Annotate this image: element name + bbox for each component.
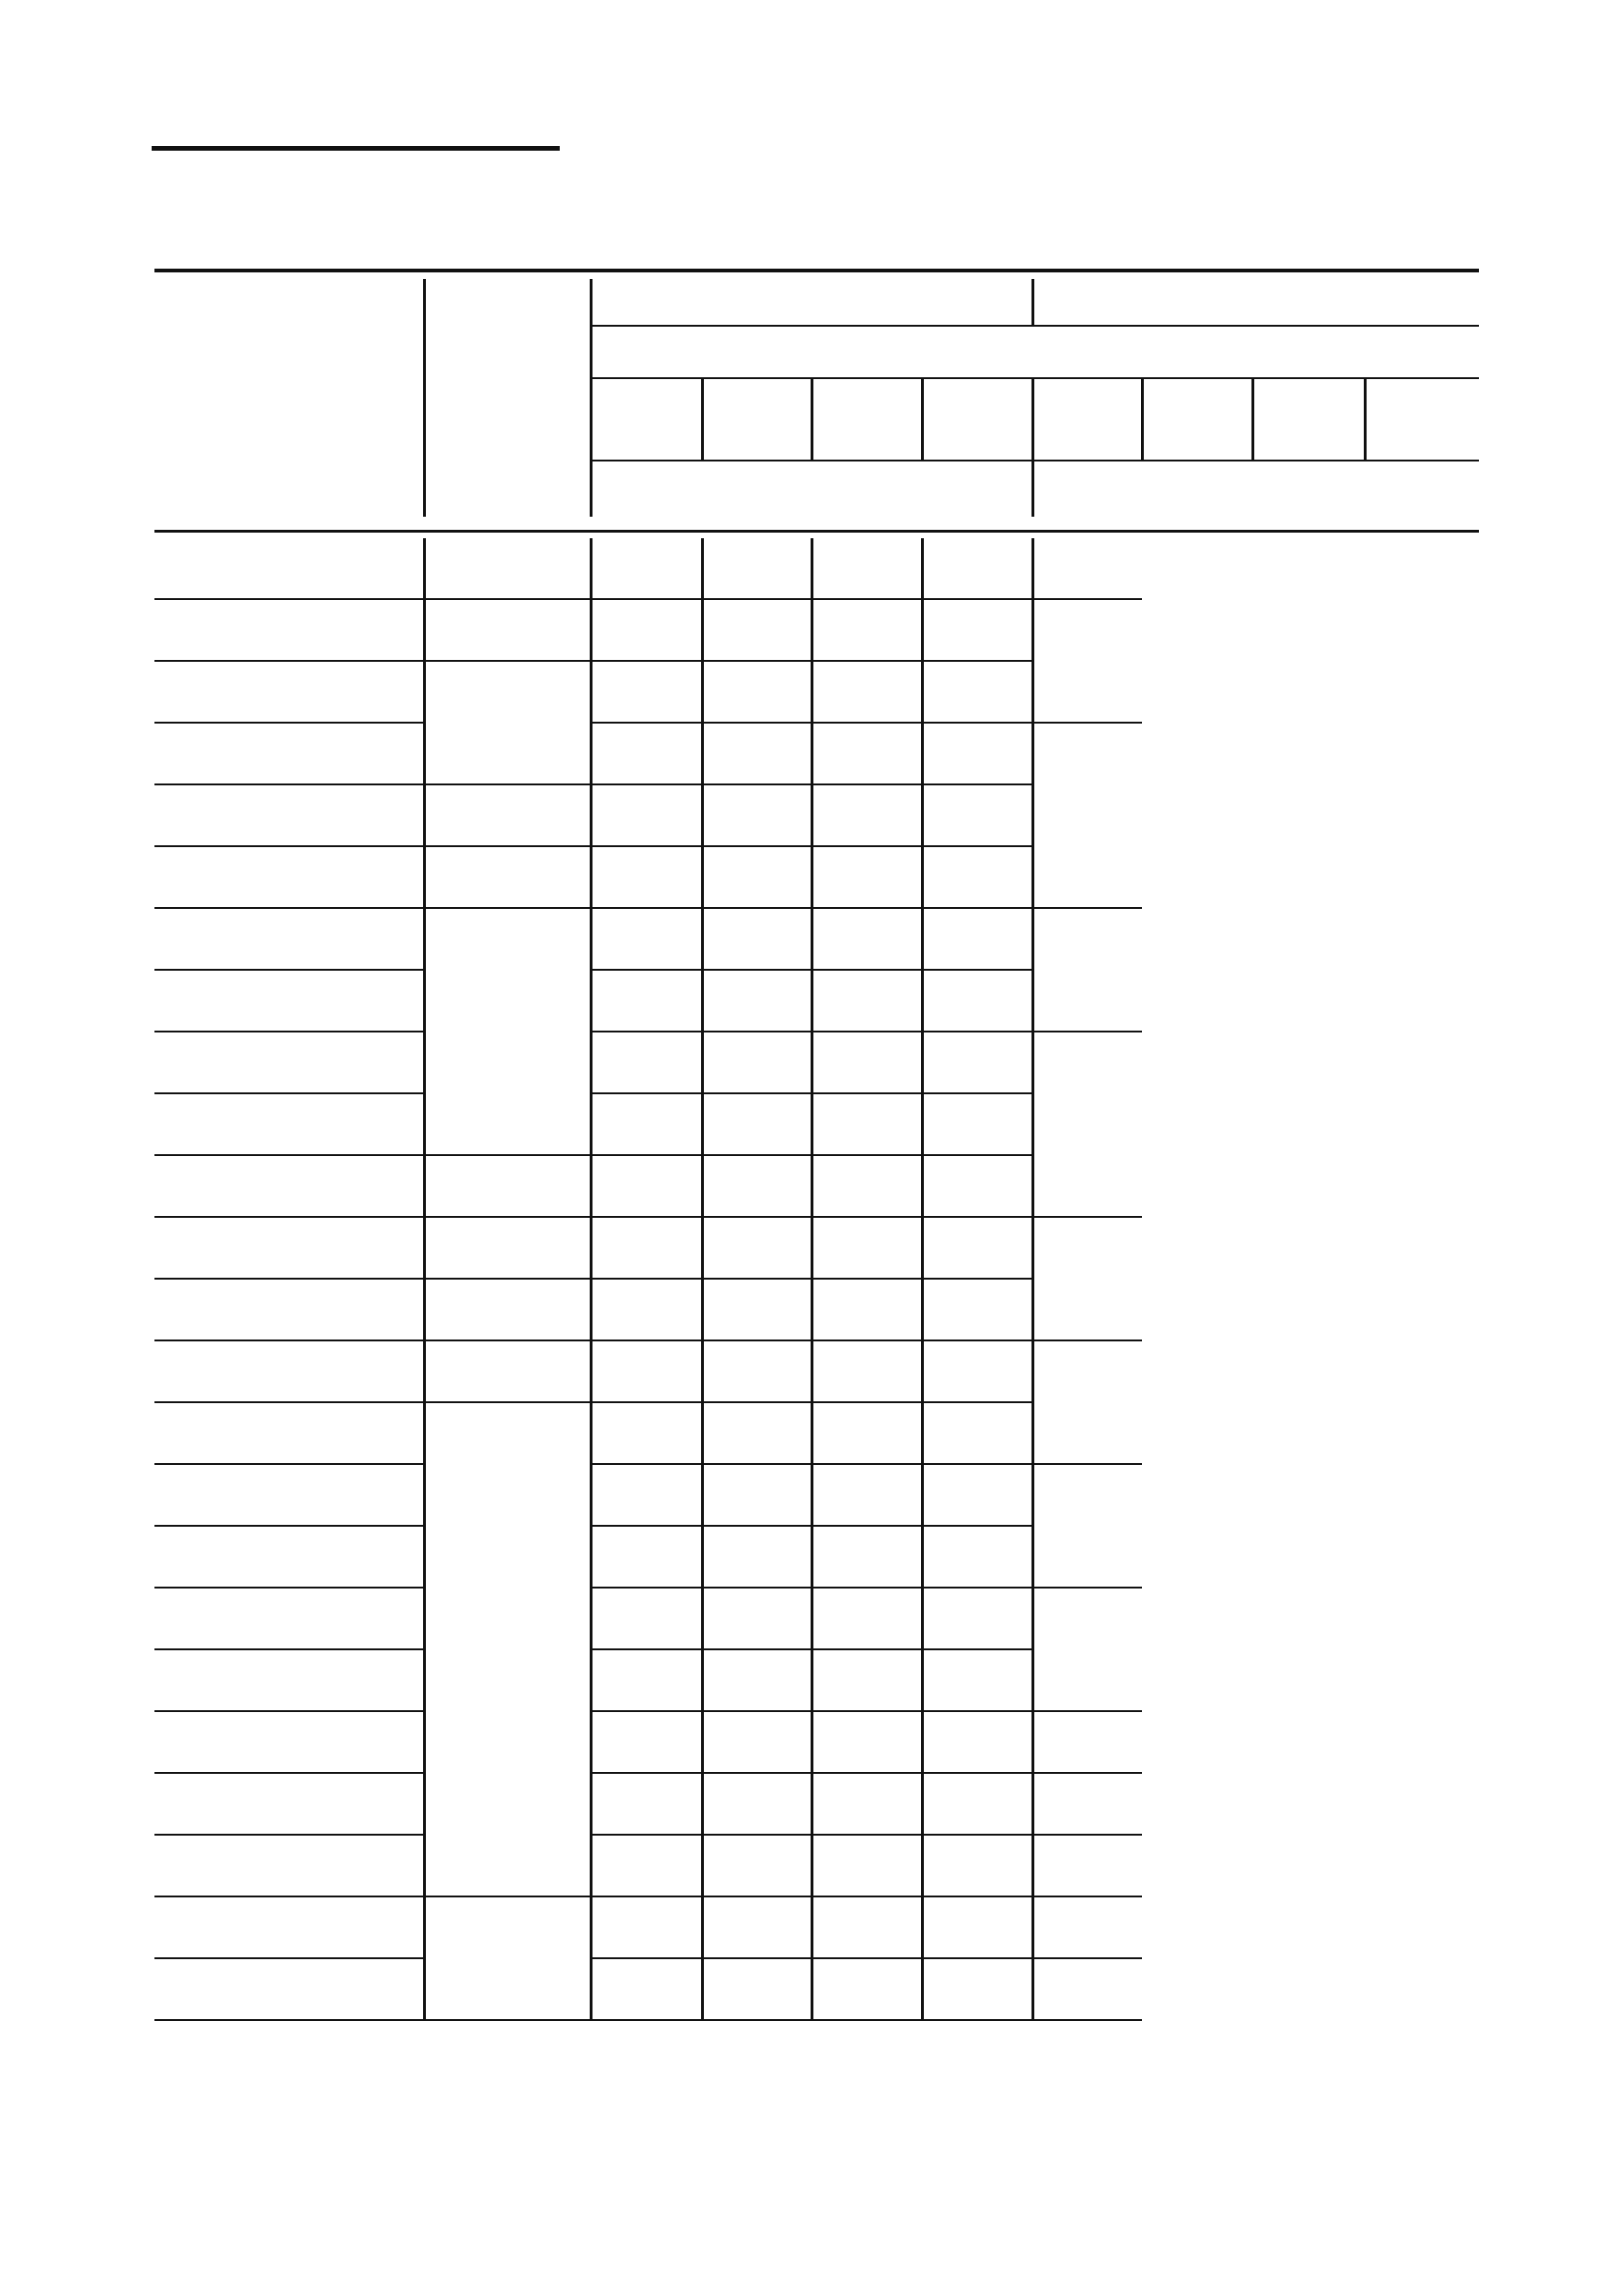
cell-d [424, 1340, 591, 1402]
cell-d [424, 1896, 591, 2020]
cell-designation [154, 846, 424, 908]
cell-designation [154, 1896, 424, 1958]
cell-d1-15 [922, 661, 1032, 723]
cell-designation [154, 1402, 424, 1464]
table-row [154, 1155, 1479, 1217]
cell-d1-10 [812, 1711, 922, 1773]
cell-d2-0 [1032, 1588, 1142, 1711]
cell-d1-10 [812, 1155, 922, 1217]
cell-d1-05 [702, 1340, 812, 1402]
cell-d1-05 [702, 1155, 812, 1217]
cell-d1-0 [591, 1402, 702, 1464]
cell-d1-10 [812, 1835, 922, 1896]
cell-d1-05 [702, 970, 812, 1032]
cell-d1-0 [591, 1464, 702, 1526]
cell-d1-0 [591, 1896, 702, 1958]
cell-d2-0 [1032, 908, 1142, 1032]
cell-designation [154, 1464, 424, 1526]
cell-d1-15 [922, 846, 1032, 908]
table-row [154, 538, 1479, 599]
header-bottom-rule [154, 530, 1479, 533]
cell-d1-10 [812, 1464, 922, 1526]
cell-d [424, 599, 591, 661]
cell-d1-10 [812, 599, 922, 661]
table-row [154, 1896, 1479, 1958]
cell-d2-0 [1032, 1711, 1142, 1773]
cell-designation [154, 1217, 424, 1279]
table-row [154, 908, 1479, 970]
cell-d [424, 1217, 591, 1279]
cell-d2-0 [1032, 1464, 1142, 1588]
table-row [154, 1588, 1479, 1649]
cell-d1-10 [812, 1896, 922, 1958]
cell-d1-05 [702, 846, 812, 908]
cell-d1-05 [702, 1217, 812, 1279]
cell-designation [154, 1958, 424, 2020]
table-row [154, 846, 1479, 908]
cell-d1-10 [812, 970, 922, 1032]
cell-designation [154, 538, 424, 599]
cell-d1-10 [812, 1402, 922, 1464]
cell-d1-0 [591, 1835, 702, 1896]
cell-d1-10 [812, 723, 922, 784]
cell-d1-10 [812, 1526, 922, 1588]
table-row [154, 1340, 1479, 1402]
header-tol-d2 [1032, 461, 1479, 517]
header-pct-d1-1 [702, 378, 812, 461]
cell-d1-15 [922, 1711, 1032, 1773]
cell-d1-0 [591, 599, 702, 661]
cell-d1-0 [591, 1649, 702, 1711]
table-row [154, 1217, 1479, 1279]
cell-d1-0 [591, 970, 702, 1032]
cell-d1-05 [702, 1896, 812, 1958]
cell-d1-15 [922, 1340, 1032, 1402]
table-row [154, 784, 1479, 846]
cell-d1-0 [591, 1279, 702, 1340]
cell-d1-05 [702, 1958, 812, 2020]
cell-d1-05 [702, 1711, 812, 1773]
cell-d2-0 [1032, 599, 1142, 723]
cell-d1-10 [812, 1340, 922, 1402]
table-header [154, 279, 1479, 517]
cell-d1-0 [591, 661, 702, 723]
cell-d1-15 [922, 1958, 1032, 2020]
cell-d1-15 [922, 538, 1032, 599]
table-row [154, 1093, 1479, 1155]
cell-d1-15 [922, 723, 1032, 784]
cell-d1-05 [702, 661, 812, 723]
table-row [154, 1402, 1479, 1464]
cell-d1-05 [702, 1588, 812, 1649]
cell-designation [154, 599, 424, 661]
table-row [154, 599, 1479, 661]
cell-d1-10 [812, 846, 922, 908]
table-row [154, 1464, 1479, 1526]
cell-d1-05 [702, 1093, 812, 1155]
cell-designation [154, 1093, 424, 1155]
cell-d1-0 [591, 723, 702, 784]
cell-designation [154, 1773, 424, 1835]
cell-d1-05 [702, 723, 812, 784]
cell-d1-10 [812, 1093, 922, 1155]
cell-d1-05 [702, 538, 812, 599]
cell-d1-10 [812, 1279, 922, 1340]
cell-designation [154, 1526, 424, 1588]
table-row [154, 723, 1479, 784]
cell-d1-15 [922, 1588, 1032, 1649]
header-pct-d2-3 [1365, 378, 1479, 461]
cell-d [424, 1155, 591, 1217]
table-row [154, 1649, 1479, 1711]
cell-designation [154, 1340, 424, 1402]
cell-d1-10 [812, 1958, 922, 2020]
cell-d1-05 [702, 1835, 812, 1896]
cell-d2-0 [1032, 1032, 1142, 1217]
header-pct-d1-3 [922, 378, 1032, 461]
running-head-rule [152, 146, 560, 151]
cell-d1-0 [591, 1588, 702, 1649]
table-top-rule [154, 269, 1479, 272]
cell-d1-10 [812, 1773, 922, 1835]
cell-d2-0 [1032, 538, 1142, 599]
cell-d1-10 [812, 1032, 922, 1093]
table-row [154, 1958, 1479, 2020]
cell-designation [154, 1032, 424, 1093]
cell-d1-05 [702, 1526, 812, 1588]
cell-d [424, 1402, 591, 1896]
cell-d1-05 [702, 1402, 812, 1464]
cell-designation [154, 661, 424, 723]
cell-d [424, 846, 591, 908]
cell-designation [154, 908, 424, 970]
table-row [154, 1032, 1479, 1093]
cell-d1-10 [812, 1649, 922, 1711]
header-pct-d2-0 [1032, 378, 1142, 461]
cell-designation [154, 784, 424, 846]
header-pct-d1-0 [591, 378, 702, 461]
cell-d1-15 [922, 1896, 1032, 1958]
header-pct-d2-2 [1252, 378, 1365, 461]
cell-designation [154, 1155, 424, 1217]
cell-d1-0 [591, 1217, 702, 1279]
cell-d [424, 661, 591, 784]
table-row [154, 1773, 1479, 1835]
header-tol-d1 [591, 461, 1032, 517]
cell-d1-05 [702, 1032, 812, 1093]
cell-d1-0 [591, 908, 702, 970]
cell-d2-0 [1032, 1835, 1142, 1896]
cell-d1-15 [922, 599, 1032, 661]
cell-d1-05 [702, 1649, 812, 1711]
cell-d1-15 [922, 908, 1032, 970]
cell-d [424, 538, 591, 599]
cell-d2-0 [1032, 1958, 1142, 2020]
cell-d1-10 [812, 661, 922, 723]
cell-d [424, 1279, 591, 1340]
cell-d1-05 [702, 1279, 812, 1340]
cell-d2-0 [1032, 1896, 1142, 1958]
cell-d1-10 [812, 908, 922, 970]
cell-d1-0 [591, 784, 702, 846]
table-row [154, 1711, 1479, 1773]
cell-d [424, 908, 591, 1155]
cell-designation [154, 1279, 424, 1340]
header-pct-d1-2 [812, 378, 922, 461]
cell-d1-15 [922, 1032, 1032, 1093]
cell-d1-0 [591, 846, 702, 908]
table-row [154, 1279, 1479, 1340]
header-d1 [591, 279, 1032, 326]
cell-d1-15 [922, 1279, 1032, 1340]
cell-d1-15 [922, 970, 1032, 1032]
cell-d2-0 [1032, 723, 1142, 908]
cell-d1-05 [702, 908, 812, 970]
cell-d1-15 [922, 1464, 1032, 1526]
cell-d1-05 [702, 599, 812, 661]
table-row [154, 1835, 1479, 1896]
header-pct-d2-1 [1142, 378, 1252, 461]
cell-d1-15 [922, 1402, 1032, 1464]
cell-d1-15 [922, 1773, 1032, 1835]
cell-d1-15 [922, 1093, 1032, 1155]
cell-d1-15 [922, 1155, 1032, 1217]
cell-d [424, 784, 591, 846]
cell-d1-15 [922, 1649, 1032, 1711]
cell-d1-15 [922, 784, 1032, 846]
cell-d1-0 [591, 1958, 702, 2020]
cell-d1-15 [922, 1835, 1032, 1896]
header-d2 [1032, 279, 1479, 326]
cell-designation [154, 1711, 424, 1773]
cell-d2-0 [1032, 1217, 1142, 1340]
cell-designation [154, 1835, 424, 1896]
cell-d1-0 [591, 1340, 702, 1402]
table-body [154, 538, 1481, 2021]
header-d [424, 279, 591, 517]
cell-d1-05 [702, 1464, 812, 1526]
cell-d1-10 [812, 538, 922, 599]
cell-d1-15 [922, 1526, 1032, 1588]
cell-d1-0 [591, 1093, 702, 1155]
cell-d1-10 [812, 1217, 922, 1279]
cell-d1-0 [591, 1773, 702, 1835]
cell-d1-05 [702, 784, 812, 846]
cell-d1-0 [591, 1032, 702, 1093]
cell-d1-0 [591, 538, 702, 599]
cell-d1-05 [702, 1773, 812, 1835]
cell-d1-0 [591, 1526, 702, 1588]
cell-designation [154, 723, 424, 784]
cell-designation [154, 970, 424, 1032]
cell-d2-0 [1032, 1773, 1142, 1835]
table-row [154, 661, 1479, 723]
table-row [154, 1526, 1479, 1588]
cell-d1-10 [812, 784, 922, 846]
header-shrinkage [591, 326, 1479, 378]
cell-d2-0 [1032, 1340, 1142, 1464]
cell-d1-0 [591, 1711, 702, 1773]
header-designation [154, 279, 424, 517]
cell-designation [154, 1649, 424, 1711]
table-row [154, 970, 1479, 1032]
cell-d1-0 [591, 1155, 702, 1217]
cell-d1-15 [922, 1217, 1032, 1279]
cell-designation [154, 1588, 424, 1649]
cell-d1-10 [812, 1588, 922, 1649]
